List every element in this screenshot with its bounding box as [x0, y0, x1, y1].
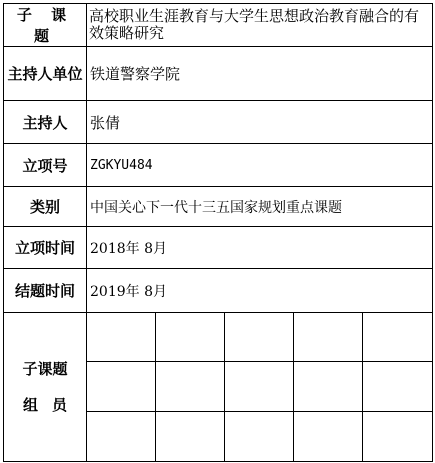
category-value: 中国关心下一代十三五国家规划重点课题 — [87, 187, 433, 227]
topic-label: 子 课 题 — [4, 4, 87, 47]
member-cell — [363, 313, 433, 362]
row-topic — [4, 4, 433, 47]
members-label-line1: 子课题 — [22, 360, 68, 378]
member-cell — [225, 362, 294, 412]
member-cell — [87, 362, 156, 412]
row-end-time — [4, 269, 433, 313]
host-label: 主持人 — [4, 101, 87, 144]
members-label-line2: 组员 — [22, 396, 81, 414]
start-time-value: 2018年 8月 — [87, 227, 433, 269]
member-cell — [156, 313, 225, 362]
category-label: 类别 — [4, 187, 87, 227]
member-cell — [225, 313, 294, 362]
host-value: 张倩 — [87, 101, 433, 144]
end-time-value: 2019年 8月 — [87, 269, 433, 313]
end-time-label: 结题时间 — [4, 269, 87, 313]
member-cell — [363, 412, 433, 462]
member-cell — [294, 412, 363, 462]
member-cell — [156, 362, 225, 412]
project-no-value: ZGKYU484 — [87, 144, 433, 187]
start-time-label: 立项时间 — [4, 227, 87, 269]
unit-label: 主持人单位 — [4, 47, 87, 101]
row-members-1 — [4, 313, 433, 362]
member-cell — [363, 362, 433, 412]
unit-value: 铁道警察学院 — [87, 47, 433, 101]
member-cell — [87, 313, 156, 362]
row-unit — [4, 47, 433, 101]
members-label — [4, 313, 87, 462]
topic-value: 高校职业生涯教育与大学生思想政治教育融合的有效策略研究 — [87, 4, 433, 47]
member-cell — [294, 362, 363, 412]
row-host — [4, 101, 433, 144]
row-project-no — [4, 144, 433, 187]
row-start-time — [4, 227, 433, 269]
member-cell — [225, 412, 294, 462]
project-info-form — [3, 3, 433, 462]
row-category — [4, 187, 433, 227]
member-cell — [156, 412, 225, 462]
project-no-label: 立项号 — [4, 144, 87, 187]
member-cell — [294, 313, 363, 362]
member-cell — [87, 412, 156, 462]
